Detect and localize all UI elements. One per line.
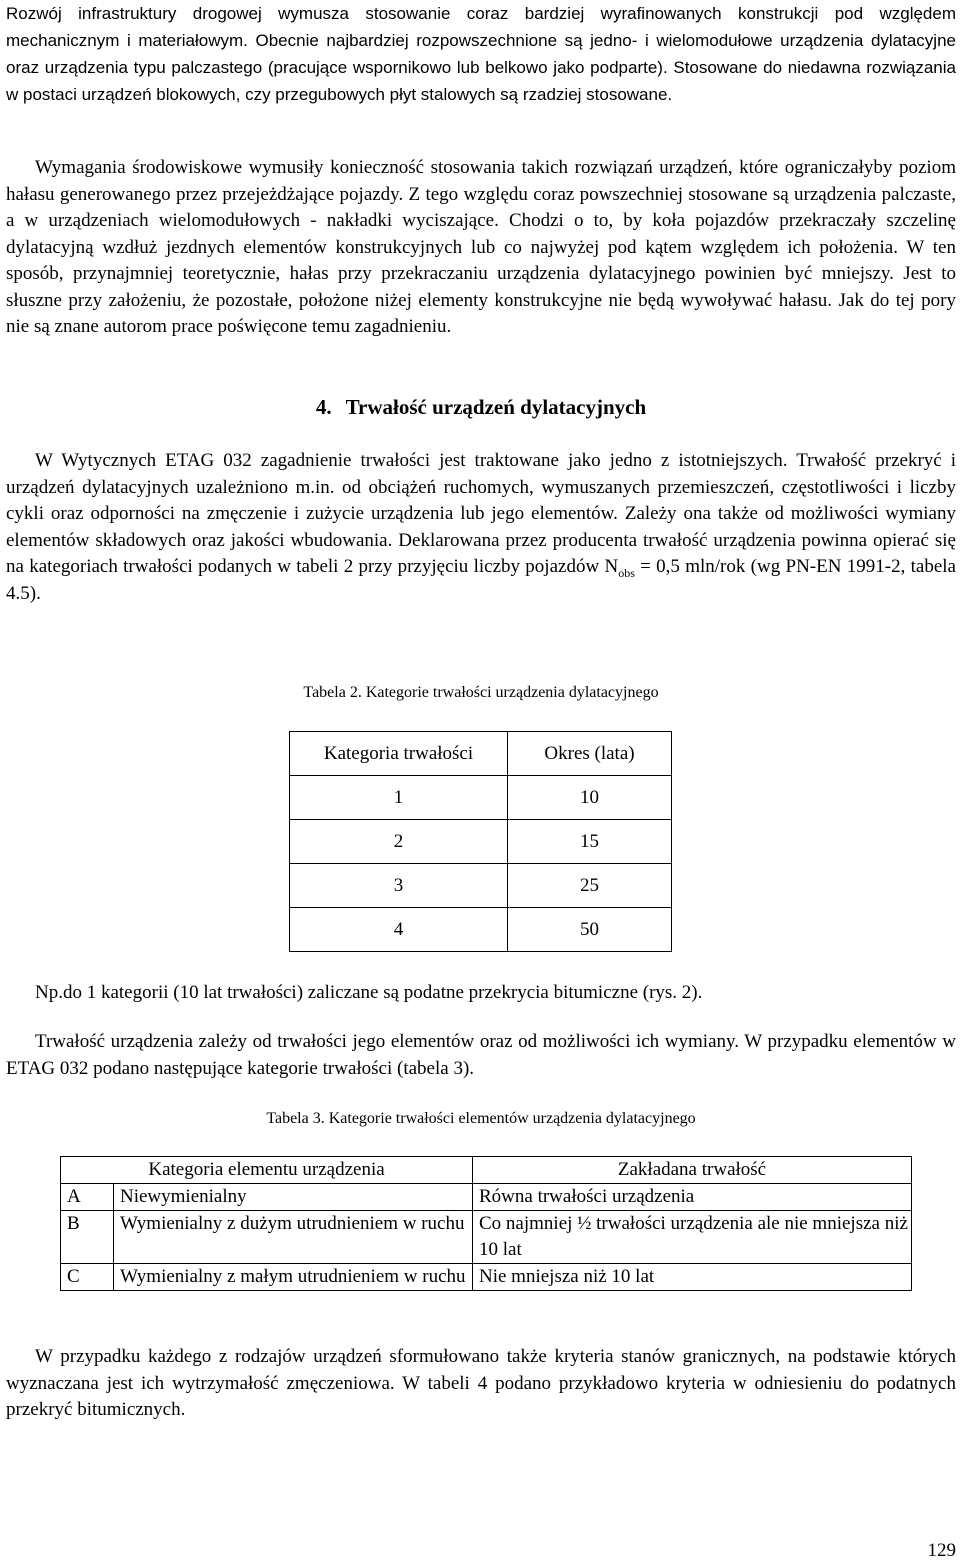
table2-cell: 10 xyxy=(508,776,672,820)
table2-cell: 4 xyxy=(290,908,508,952)
table3-cell-description: Wymienialny z małym utrudnieniem w ruchu xyxy=(114,1264,473,1291)
table2-cell: 15 xyxy=(508,820,672,864)
paragraph-environment: Wymagania środowiskowe wymusiły konieczność stosowania takich rozwiązań urządzeń, które ograniczałyby poziom hałasu generowanego przez przejeżdżające pojazdy. Z tego względu coraz powszechniej stosowane są urządzenia palczaste, a w urządzeniach wielomodułowych - nakładki wyciszające. Chodzi o to, by koła pojazdów przekraczały szczelinę dylatacyjną wzdłuż jezdnych elementów konstrukcyjnych lub co najwyżej pod kątem względem ich położenia. W ten sposób, przynajmniej teoretycznie, hałas przy przekraczaniu urządzenia dylatacyjnego powinien być mniejszy. Jest to słuszne przy założeniu, że pozostałe, położone niżej elementy konstrukcyjne nie będą wywoływać hałasu. Jak do tej pory nie są znane autorom prace poświęcone temu zagadnieniu. xyxy=(6,157,956,337)
table-row xyxy=(290,908,672,952)
table3-caption: Tabela 3. Kategorie trwałości elementów urządzenia dylatacyjnego xyxy=(266,1110,696,1127)
paragraph-example: Np.do 1 kategorii (10 lat trwałości) zaliczane są podatne przekrycia bitumiczne (rys. 2). xyxy=(35,982,703,1003)
table-row xyxy=(290,776,672,820)
table2-cell: 1 xyxy=(290,776,508,820)
paragraph-elements: Trwałość urządzenia zależy od trwałości jego elementów oraz od możliwości ich wymiany. W przypadku elementów w ETAG 032 podano następujące kategorie trwałości (tabela 3). xyxy=(6,1031,956,1079)
table3-cell-durability: Co najmniej ½ trwałości urządzenia ale nie mniejsza niż 10 lat xyxy=(473,1211,912,1264)
table3-header-durability: Zakładana trwałość xyxy=(473,1157,912,1184)
table3-cell-letter: C xyxy=(61,1264,114,1291)
table2-cell: 25 xyxy=(508,864,672,908)
table3-cell-description: Wymienialny z dużym utrudnieniem w ruchu xyxy=(114,1211,473,1264)
table-header-row xyxy=(290,732,672,776)
table3-cell-letter: B xyxy=(61,1211,114,1264)
paragraph-intro: Rozwój infrastruktury drogowej wymusza stosowanie coraz bardziej wyrafinowanych konstrukcji pod względem mechanicznym i materiałowym. Obecnie najbardziej rozpowszechnione są jedno- i wielomodułowe urządzenia dylatacyjne oraz urządzenia typu palczastego (pracujące wspornikowo lub belkowo jako podparte). Stosowane do niedawna rozwiązania w postaci urządzeń blokowych, czy przegubowych płyt stalowych są rzadziej stosowane. xyxy=(6,4,956,104)
section-number: 4. xyxy=(315,395,332,419)
table-row xyxy=(61,1211,912,1264)
table2-header-category: Kategoria trwałości xyxy=(290,732,508,776)
table2-cell: 2 xyxy=(290,820,508,864)
table-header-row xyxy=(61,1157,912,1184)
table3-cell-letter: A xyxy=(61,1184,114,1211)
table2-caption: Tabela 2. Kategorie trwałości urządzenia dylatacyjnego xyxy=(303,684,659,701)
table-row xyxy=(290,820,672,864)
table-row xyxy=(61,1264,912,1291)
paragraph-durability-tail: = 0,5 mln/rok (wg PN-EN 1991-2, tabela 4.5). xyxy=(6,556,956,604)
table3-cell-durability: Równa trwałości urządzenia xyxy=(473,1184,912,1211)
table-row xyxy=(290,864,672,908)
table2 xyxy=(289,731,672,952)
table2-cell: 50 xyxy=(508,908,672,952)
subscript-obs: obs xyxy=(618,565,635,580)
paragraph-limit-states: W przypadku każdego z rodzajów urządzeń sformułowano także kryteria stanów granicznych, na podstawie których wyznaczana jest ich wytrzymałość zmęczeniowa. W tabeli 4 podano przykładowo kryteria w odniesieniu do podatnych przekryć bitumicznych. xyxy=(6,1346,956,1420)
table3-cell-description: Niewymienialny xyxy=(114,1184,473,1211)
section-title: Trwałość urządzeń dylatacyjnych xyxy=(345,395,647,419)
table3-header-element-category: Kategoria elementu urządzenia xyxy=(61,1157,473,1184)
table2-header-period: Okres (lata) xyxy=(508,732,672,776)
paragraph-durability xyxy=(6,448,956,607)
section-heading xyxy=(6,392,956,422)
table3 xyxy=(60,1156,912,1291)
table-row xyxy=(61,1184,912,1211)
page-number: 129 xyxy=(927,1540,956,1561)
paragraph-durability-text: W Wytycznych ETAG 032 zagadnienie trwałości jest traktowane jako jedno z istotniejszych. Trwałość przekryć i urządzeń dylatacyjnych uzależniono m.in. od obciążeń ruchomych, wymuszanych przemieszczeń, częstotliwości i liczby cykli oraz odporności na zmęczenie i zużycie urządzenia lub jego elementów. Zależy ona także od możliwości wymiany elementów składowych oraz jakości wbudowania. Deklarowana przez producenta trwałość urządzenia powinna opierać się na kategoriach trwałości podanych w tabeli 2 przy przyjęciu liczby pojazdów N xyxy=(6,450,956,577)
table3-cell-durability: Nie mniejsza niż 10 lat xyxy=(473,1264,912,1291)
table2-cell: 3 xyxy=(290,864,508,908)
